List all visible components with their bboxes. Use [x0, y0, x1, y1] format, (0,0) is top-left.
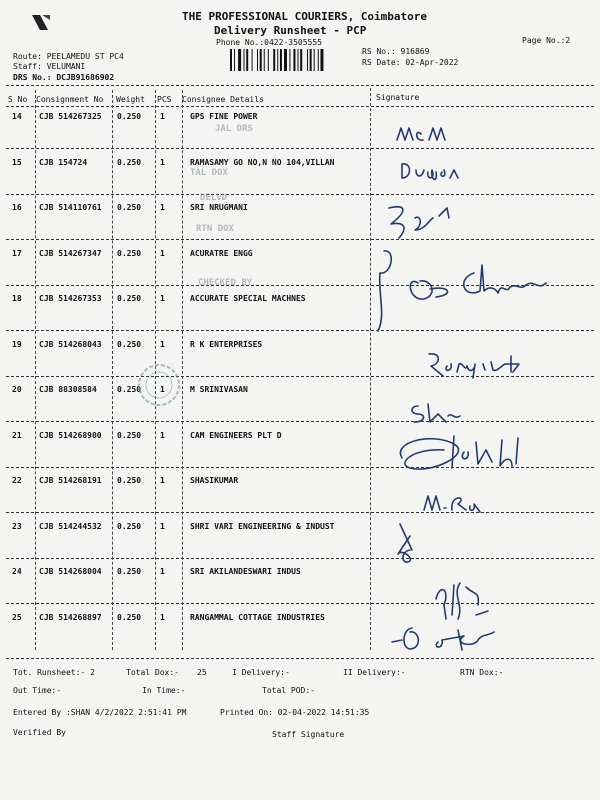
- cell-weight: 0.250: [117, 385, 142, 394]
- stamp-text: CHECKED BY: [198, 278, 253, 288]
- entered-by: Entered By :SHAN 4/2/2022 2:51:41 PM: [13, 708, 187, 717]
- barcode-bar: [300, 49, 302, 71]
- in-time: In Time:-: [142, 686, 186, 695]
- verified-by: Verified By: [13, 728, 66, 737]
- cell-consignee: R K ENTERPRISES: [190, 340, 263, 349]
- drs-number: DRS No.: DCJB91686902: [13, 73, 115, 82]
- col-consignee: Consignee Details: [182, 95, 264, 104]
- tot-runsheet: Tot. Runsheet:- 2: [13, 668, 95, 677]
- cell-consignee: ACCURATE SPECIAL MACHNES: [190, 294, 306, 303]
- total-pod: Total POD:-: [262, 686, 315, 695]
- cell-sno: 24: [12, 567, 22, 576]
- column-header-divider: [6, 106, 594, 107]
- rs-date: RS Date: 02-Apr-2022: [362, 58, 459, 67]
- stamp-text: DELVD: [200, 193, 228, 203]
- cell-pcs: 1: [160, 203, 165, 212]
- cell-consignment: CJB 514268191: [39, 476, 102, 485]
- cell-consignee: SRI NRUGMANI: [190, 203, 248, 212]
- barcode-bar: [264, 49, 265, 71]
- cell-weight: 0.250: [117, 203, 142, 212]
- cell-sno: 25: [12, 613, 22, 622]
- barcode-bar: [277, 49, 278, 71]
- cell-pcs: 1: [160, 112, 165, 121]
- cell-sno: 23: [12, 522, 22, 531]
- i-delivery: I Delivery:-: [232, 668, 290, 677]
- signature-15: [398, 158, 478, 184]
- company-logo: [28, 12, 54, 34]
- signature-25: [388, 618, 508, 656]
- cell-consignment: CJB 514267353: [39, 294, 102, 303]
- printed-on: Printed On: 02-04-2022 14:51:35: [220, 708, 370, 717]
- col-pcs: PCS: [157, 95, 172, 104]
- barcode-bar: [234, 49, 235, 71]
- cell-consignment: CJB 154724: [39, 158, 88, 167]
- signature-20: [408, 400, 468, 428]
- cell-consignee: CAM ENGINEERS PLT D: [190, 431, 282, 440]
- route-label: Route: PEELAMEDU ST PC4: [13, 52, 124, 61]
- barcode-bar: [268, 49, 269, 71]
- barcode-bar: [284, 49, 287, 71]
- cell-consignment: CJB 514268900: [39, 431, 102, 440]
- cell-sno: 15: [12, 158, 22, 167]
- footer-divider: [6, 658, 594, 659]
- row-divider: [6, 603, 594, 604]
- signature-17: [370, 245, 570, 335]
- col-sno: S No: [8, 95, 28, 104]
- phone-number: Phone No.:0422-3505555: [216, 38, 322, 47]
- col-signature: Signature: [376, 93, 420, 102]
- signature-16: [385, 200, 475, 245]
- cell-sno: 19: [12, 340, 22, 349]
- cell-weight: 0.250: [117, 158, 142, 167]
- cell-weight: 0.250: [117, 522, 142, 531]
- cell-weight: 0.250: [117, 340, 142, 349]
- signature-21: [392, 428, 532, 480]
- cell-pcs: 1: [160, 613, 165, 622]
- cell-sno: 18: [12, 294, 22, 303]
- cell-pcs: 1: [160, 340, 165, 349]
- cell-consignee: GPS FINE POWER: [190, 112, 258, 121]
- stamp-text: RTN DOX: [196, 224, 234, 234]
- signature-19: [425, 350, 545, 380]
- cell-consignment: CJB 514267347: [39, 249, 102, 258]
- cell-consignee: M SRINIVASAN: [190, 385, 248, 394]
- signature-14: [395, 118, 475, 150]
- cell-consignment: CJB 514267325: [39, 112, 102, 121]
- cell-weight: 0.250: [117, 431, 142, 440]
- cell-consignee: SHASIKUMAR: [190, 476, 239, 485]
- col-consignment: Consignment No: [36, 95, 104, 104]
- row-divider: [6, 558, 594, 559]
- stamp-text: JAL DRS: [215, 124, 253, 134]
- barcode-bar: [298, 49, 299, 71]
- col-separator: [112, 90, 113, 650]
- cell-sno: 21: [12, 431, 22, 440]
- cell-consignee: SRI AKILANDESWARI INDUS: [190, 567, 301, 576]
- company-name: THE PROFESSIONAL COURIERS, Coimbatore: [182, 10, 428, 23]
- cell-sno: 22: [12, 476, 22, 485]
- ii-delivery: II Delivery:-: [343, 668, 406, 677]
- barcode-bar: [246, 49, 248, 71]
- cell-consignment: CJB 514244532: [39, 522, 102, 531]
- barcode: [230, 49, 350, 71]
- cell-sno: 16: [12, 203, 22, 212]
- barcode-bar: [289, 49, 290, 71]
- cell-sno: 17: [12, 249, 22, 258]
- cell-sno: 20: [12, 385, 22, 394]
- barcode-bar: [230, 49, 232, 71]
- col-separator: [35, 90, 36, 650]
- page-number: Page No.:2: [522, 36, 571, 45]
- total-dox-label: Total Dox:-: [126, 668, 179, 677]
- cell-pcs: 1: [160, 158, 165, 167]
- row-divider: [6, 194, 594, 195]
- col-weight: Weight: [116, 95, 145, 104]
- out-time: Out Time:-: [13, 686, 62, 695]
- row-divider: [6, 239, 594, 240]
- cell-pcs: 1: [160, 294, 165, 303]
- col-separator: [370, 88, 371, 650]
- rtn-dox: RTN Dox:-: [460, 668, 504, 677]
- cell-pcs: 1: [160, 476, 165, 485]
- cell-consignee: RANGAMMAL COTTAGE INDUSTRIES: [190, 613, 325, 622]
- cell-pcs: 1: [160, 249, 165, 258]
- header-divider: [6, 85, 594, 86]
- barcode-bar: [280, 49, 282, 71]
- cell-pcs: 1: [160, 385, 165, 394]
- cell-weight: 0.250: [117, 476, 142, 485]
- cell-weight: 0.250: [117, 112, 142, 121]
- cell-consignment: CJB 514268004: [39, 567, 102, 576]
- row-divider: [6, 512, 594, 513]
- row-divider: [6, 148, 594, 149]
- barcode-bar: [314, 49, 315, 71]
- signature-22: [420, 490, 490, 518]
- barcode-bar: [293, 49, 295, 71]
- cell-weight: 0.250: [117, 249, 142, 258]
- signature-23: [392, 520, 432, 565]
- cell-weight: 0.250: [117, 294, 142, 303]
- cell-consignee: ACURATRE ENGG: [190, 249, 253, 258]
- staff-signature: Staff Signature: [272, 730, 345, 739]
- row-divider: [6, 421, 594, 422]
- cell-consignee: SHRI VARI ENGINEERING & INDUST: [190, 522, 335, 531]
- cell-sno: 14: [12, 112, 22, 121]
- cell-pcs: 1: [160, 431, 165, 440]
- barcode-bar: [310, 49, 312, 71]
- staff-label: Staff: VELUMANI: [13, 62, 86, 71]
- cell-consignment: CJB 514268897: [39, 613, 102, 622]
- barcode-bar: [307, 49, 308, 71]
- barcode-bar: [318, 49, 319, 71]
- cell-pcs: 1: [160, 567, 165, 576]
- cell-consignee: RAMASAMY GO NO,N NO 104,VILLAN: [190, 158, 335, 167]
- barcode-bar: [260, 49, 262, 71]
- cell-consignment: CJB 514268043: [39, 340, 102, 349]
- stamp-text: TAL DOX: [190, 168, 228, 178]
- cell-weight: 0.250: [117, 613, 142, 622]
- total-dox-value: 25: [197, 668, 207, 677]
- barcode-bar: [257, 49, 258, 71]
- round-stamp: [134, 360, 184, 410]
- barcode-bar: [244, 49, 245, 71]
- runsheet-title: Delivery Runsheet - PCP: [214, 24, 367, 37]
- cell-consignment: CJB 88308584: [39, 385, 97, 394]
- barcode-bar: [273, 49, 275, 71]
- barcode-bar: [238, 49, 241, 71]
- cell-consignment: CJB 514110761: [39, 203, 102, 212]
- cell-weight: 0.250: [117, 567, 142, 576]
- cell-pcs: 1: [160, 522, 165, 531]
- barcode-bar: [252, 49, 253, 71]
- rs-number: RS No.: 916869: [362, 47, 430, 56]
- barcode-bar: [320, 49, 323, 71]
